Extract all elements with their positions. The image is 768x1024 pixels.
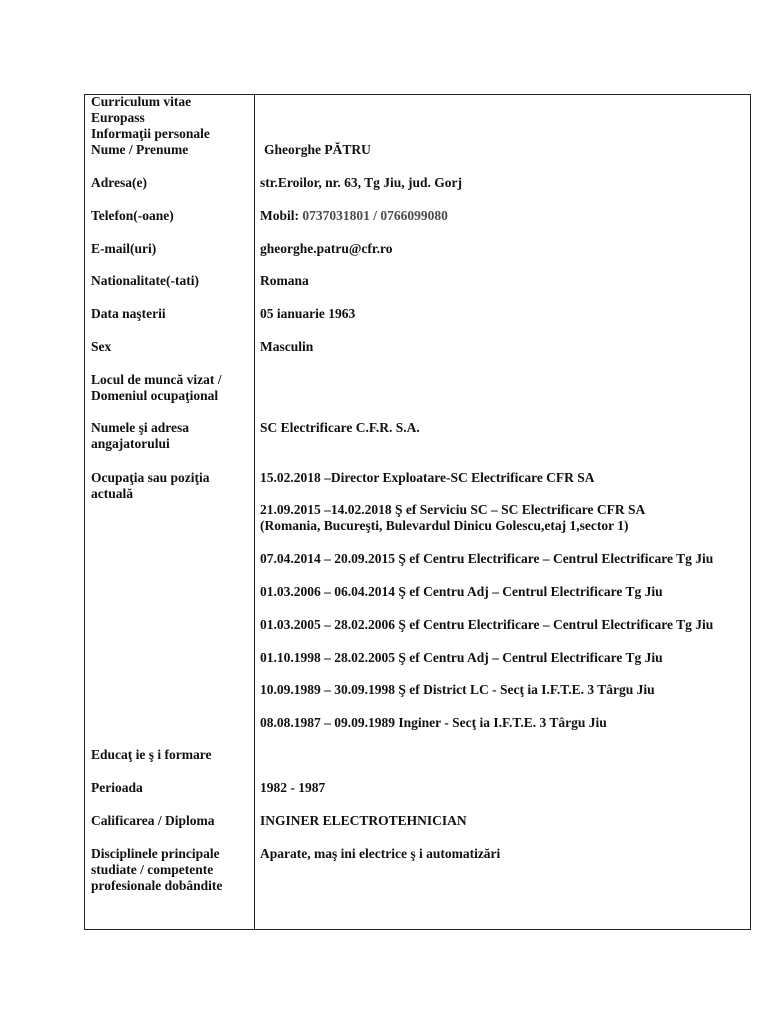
job-target-label-line2: Domeniul ocupaţional [91, 388, 219, 403]
period-value: 1982 - 1987 [260, 780, 326, 795]
birthdate-label: Data naşterii [91, 306, 166, 321]
occupation-entry: 01.10.1998 – 28.02.2005 Ş ef Centru Adj – Centrul Electrificare Tg Jiu [260, 650, 663, 665]
section-personal-info: Informaţii personale [91, 126, 210, 141]
period-label: Perioada [91, 780, 143, 795]
sex-label: Sex [91, 339, 112, 354]
email-value: gheorghe.patru@cfr.ro [260, 241, 393, 256]
qualification-value: INGINER ELECTROTEHNICIAN [260, 813, 467, 828]
address-value: str.Eroilor, nr. 63, Tg Jiu, jud. Gorj [260, 175, 463, 190]
occupation-entry: 10.09.1989 – 30.09.1998 Ş ef District LC - Secţ ia I.F.T.E. 3 Târgu Jiu [260, 682, 655, 697]
sex-value: Masculin [260, 339, 314, 354]
subjects-value: Aparate, maş ini electrice ş i automatizări [260, 846, 501, 861]
occupation-entry: 01.03.2005 – 28.02.2006 Ş ef Centru Electrificare – Centrul Electrificare Tg Jiu [260, 617, 714, 632]
occupation-entry: 21.09.2015 –14.02.2018 Ş ef Serviciu SC – SC Electrificare CFR SA [260, 502, 646, 517]
occupation-label-line1: Ocupaţia sau poziţia [91, 470, 210, 485]
occupation-entry: 15.02.2018 –Director Exploatare-SC Electrificare CFR SA [260, 470, 595, 485]
name-label: Nume / Prenume [91, 142, 189, 157]
occupation-entry-address: (Romania, Bucureşti, Bulevardul Dinicu Golescu,etaj 1,sector 1) [260, 518, 629, 533]
phone-label: Telefon(-oane) [91, 208, 174, 223]
occupation-entry: 07.04.2014 – 20.09.2015 Ş ef Centru Electrificare – Centrul Electrificare Tg Jiu [260, 551, 714, 566]
cv-subtitle: Europass [91, 110, 145, 125]
phone-prefix: Mobil: [260, 208, 299, 223]
subjects-label-line2: studiate / competente [91, 862, 214, 877]
subjects-label-line3: profesionale dobândite [91, 878, 223, 893]
nationality-value: Romana [260, 273, 309, 288]
occupation-entry: 01.03.2006 – 06.04.2014 Ş ef Centru Adj – Centrul Electrificare Tg Jiu [260, 584, 663, 599]
phone-number: 0737031801 / 0766099080 [302, 208, 448, 223]
cv-title: Curriculum vitae [91, 94, 192, 109]
employer-label-line1: Numele şi adresa [91, 420, 189, 435]
email-label: E-mail(uri) [91, 241, 157, 256]
name-value: Gheorghe PĂTRU [264, 142, 371, 157]
employer-value: SC Electrificare C.F.R. S.A. [260, 420, 420, 435]
section-education: Educaţ ie ş i formare [91, 747, 212, 762]
address-label: Adresa(e) [91, 175, 147, 190]
column-divider [254, 95, 255, 929]
birthdate-value: 05 ianuarie 1963 [260, 306, 356, 321]
occupation-label-line2: actuală [91, 486, 133, 501]
qualification-label: Calificarea / Diploma [91, 813, 215, 828]
nationality-label: Nationalitate(-tati) [91, 273, 199, 288]
subjects-label-line1: Disciplinele principale [91, 846, 220, 861]
occupation-entry: 08.08.1987 – 09.09.1989 Inginer - Secţ ia I.F.T.E. 3 Târgu Jiu [260, 715, 607, 730]
phone-value [260, 208, 448, 224]
employer-label-line2: angajatorului [91, 436, 170, 451]
job-target-label-line1: Locul de muncă vizat / [91, 372, 222, 387]
